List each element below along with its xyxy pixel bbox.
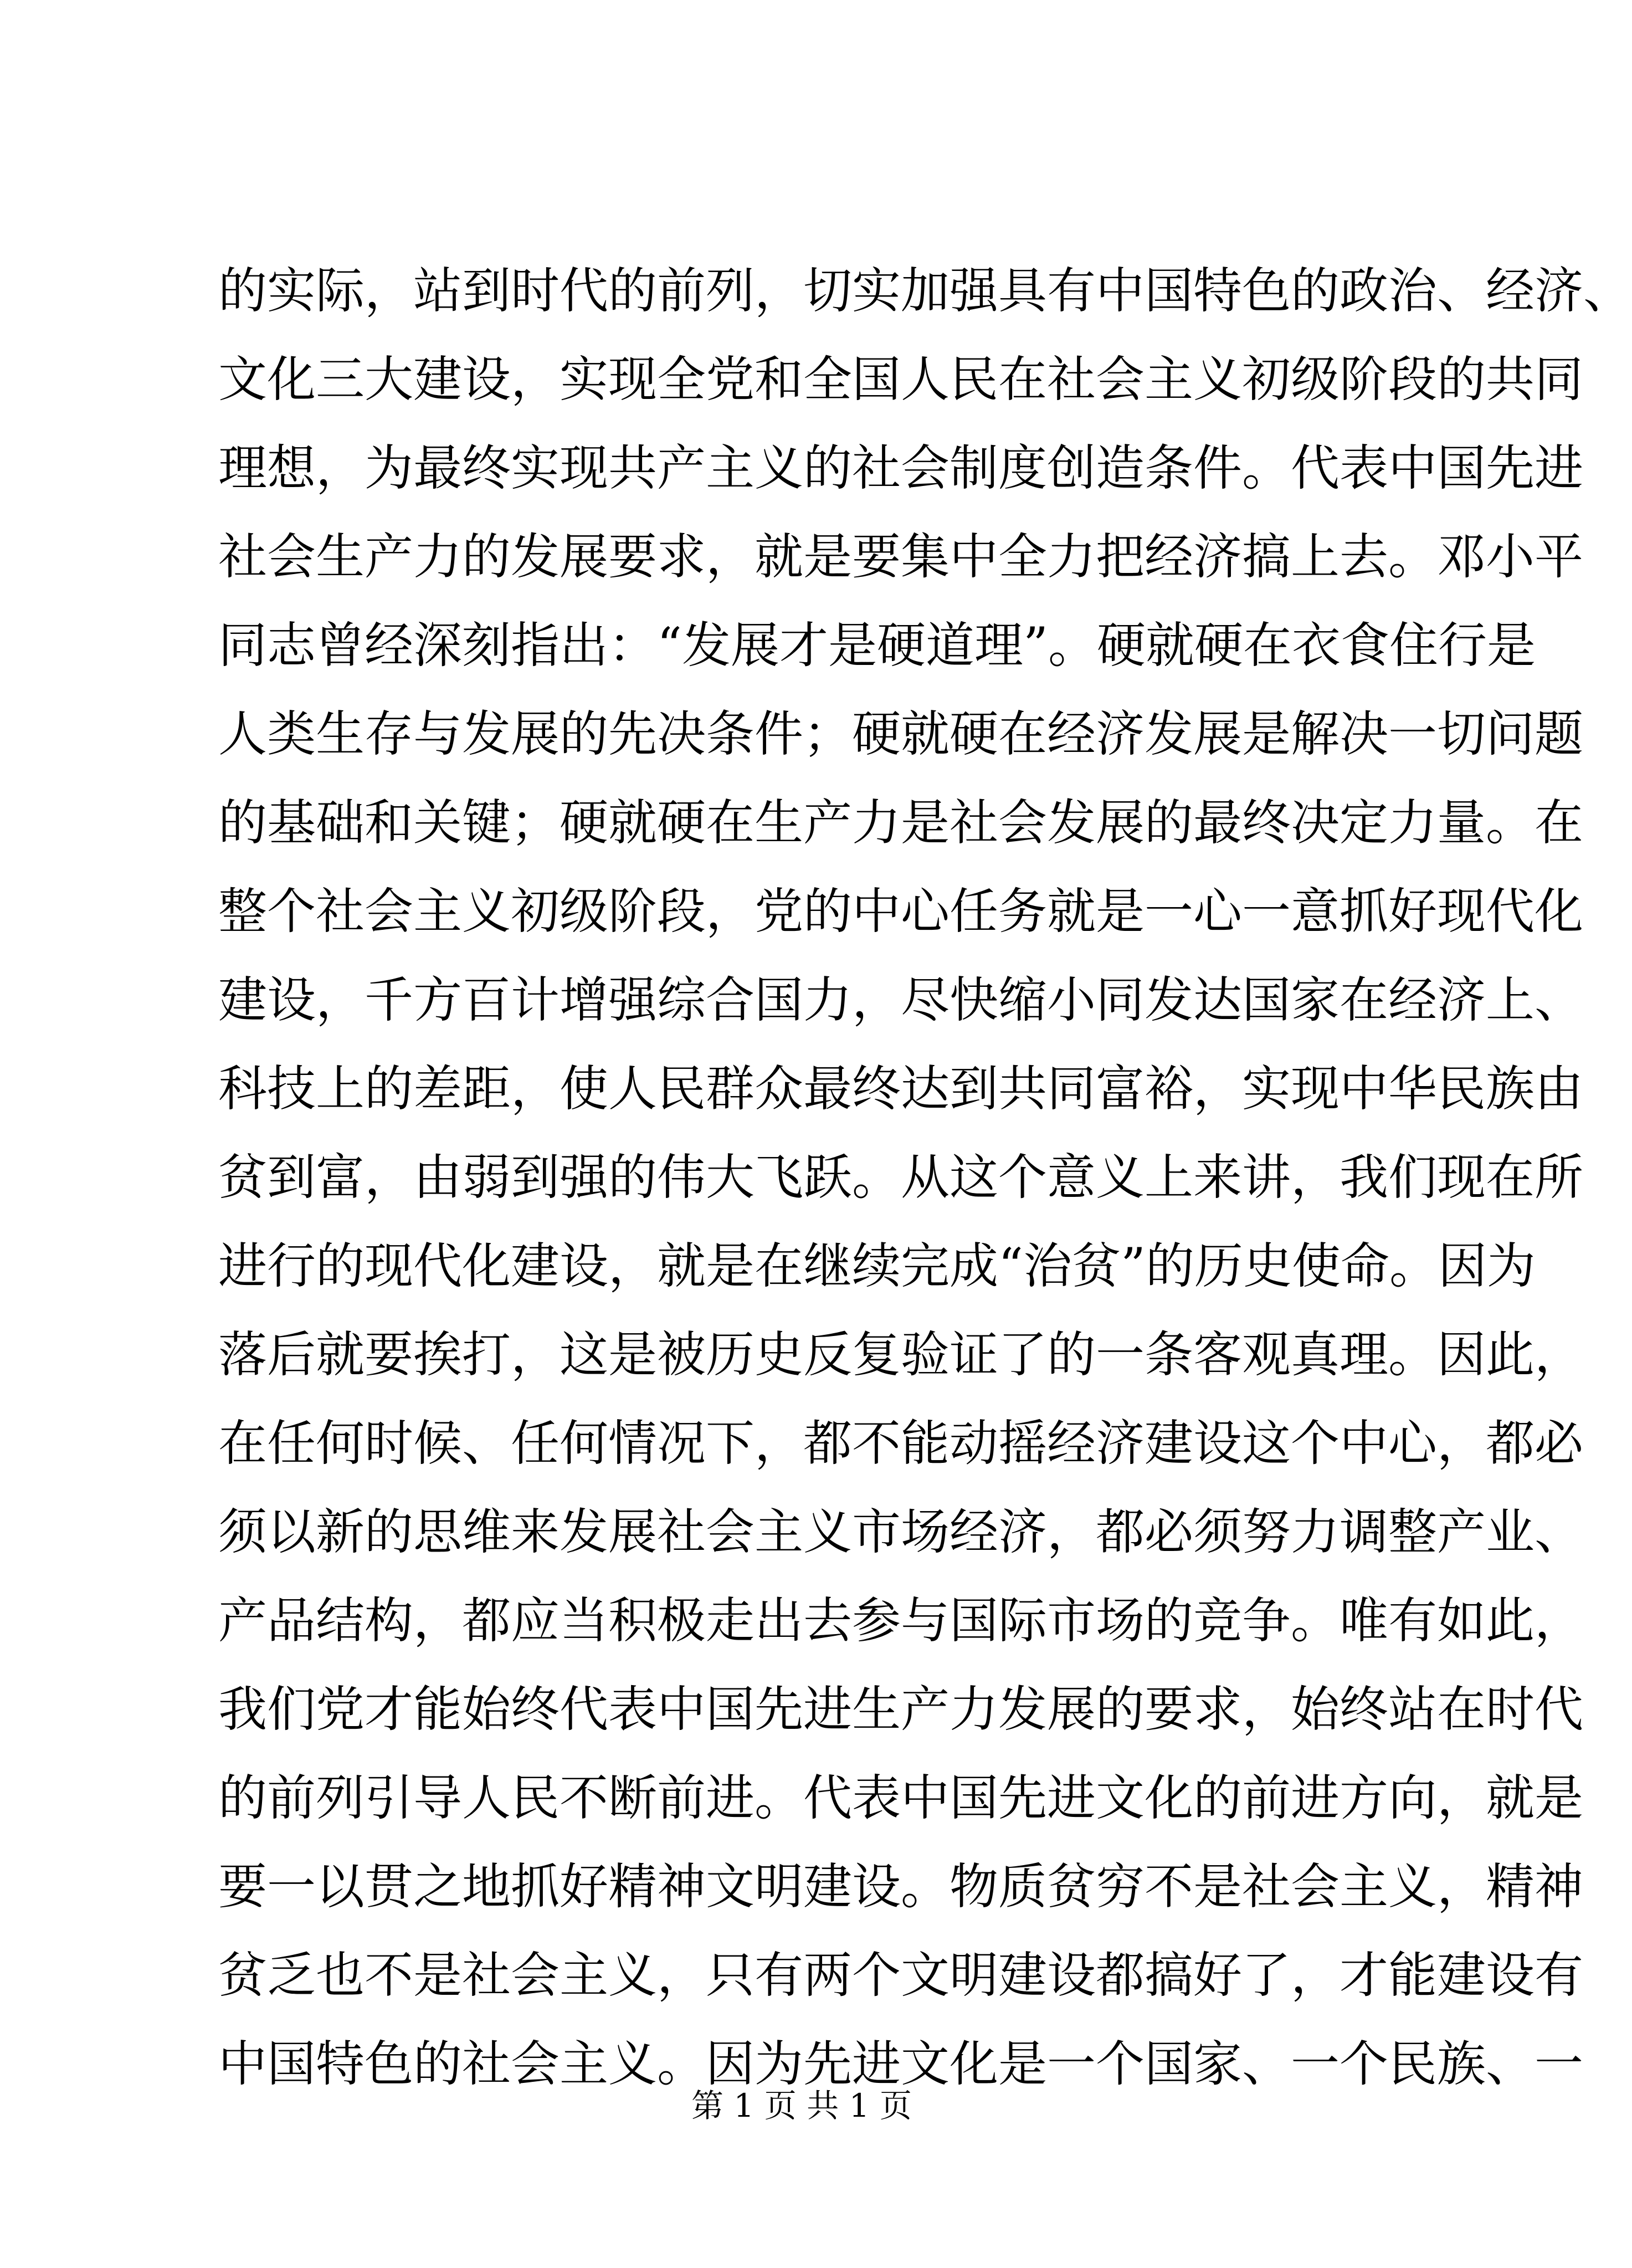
text-line: 建设，千方百计增强综合国力，尽快缩小同发达国家在经济上、 [218,971,1584,1028]
text-line: 贫到富，由弱到强的伟大飞跃。从这个意义上来讲，我们现在所 [218,1149,1584,1206]
body-text [218,247,1632,2108]
text-line: 落后就要挨打，这是被历史反复验证了的一条客观真理。因此， [218,1326,1584,1383]
text-line: 社会生产力的发展要求，就是要集中全力把经济搞上去。邓小平 [218,528,1584,585]
text-line: 理想，为最终实现共产主义的社会制度创造条件。代表中国先进 [218,439,1584,496]
text-line: 的前列引导人民不断前进。代表中国先进文化的前进方向，就是 [218,1769,1584,1826]
text-line: 中国特色的社会主义。因为先进文化是一个国家、一个民族、一 [218,2035,1584,2092]
text-line: 我们党才能始终代表中国先进生产力发展的要求，始终站在时代 [218,1681,1584,1738]
text-line: 的实际，站到时代的前列，切实加强具有中国特色的政治、经济、 [218,262,1632,319]
text-line: 贫乏也不是社会主义，只有两个文明建设都搞好了，才能建设有 [218,1947,1584,2004]
text-line: 须以新的思维来发展社会主义市场经济，都必须努力调整产业、 [218,1503,1584,1560]
page-number-footer: 第 1 页 共 1 页 [691,2087,912,2124]
text-line: 文化三大建设，实现全党和全国人民在社会主义初级阶段的共同 [218,351,1584,408]
text-line: 要一以贯之地抓好精神文明建设。物质贫穷不是社会主义，精神 [218,1858,1584,1915]
text-line: 科技上的差距，使人民群众最终达到共同富裕，实现中华民族由 [218,1060,1584,1117]
text-line: 同志曾经深刻指出：“发展才是硬道理”。硬就硬在衣食住行是 [218,617,1536,674]
text-line: 产品结构，都应当积极走出去参与国际市场的竞争。唯有如此， [218,1592,1584,1649]
text-line: 整个社会主义初级阶段，党的中心任务就是一心一意抓好现代化 [218,883,1584,940]
text-line: 的基础和关键；硬就硬在生产力是社会发展的最终决定力量。在 [218,794,1584,851]
text-line: 在任何时候、任何情况下，都不能动摇经济建设这个中心，都必 [218,1415,1584,1472]
text-line: 进行的现代化建设，就是在继续完成“治贫”的历史使命。因为 [218,1237,1536,1294]
text-line: 人类生存与发展的先决条件；硬就硬在经济发展是解决一切问题 [218,705,1584,762]
